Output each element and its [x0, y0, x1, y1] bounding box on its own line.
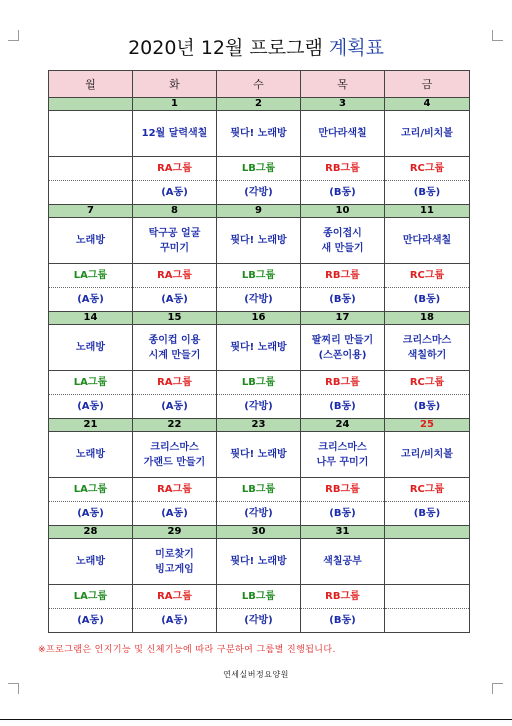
date-cell: 10	[301, 205, 385, 218]
group-cell: LA그룹	[49, 371, 133, 395]
date-cell: 14	[49, 312, 133, 325]
room-cell: (각방)	[217, 181, 301, 205]
schedule-body	[49, 71, 470, 633]
date-cell: 23	[217, 419, 301, 432]
activity-cell: 뭣다! 노래방	[217, 218, 301, 264]
room-cell: (각방)	[217, 609, 301, 633]
group-cell: RA그룹	[133, 478, 217, 502]
date-cell: 30	[217, 526, 301, 539]
room-cell: (B동)	[301, 502, 385, 526]
activity-cell: 노래방	[49, 432, 133, 478]
group-cell: RB그룹	[301, 371, 385, 395]
weekday-header-cell: 수	[217, 71, 301, 98]
room-cell: (A동)	[133, 395, 217, 419]
room-cell: (각방)	[217, 395, 301, 419]
group-cell: RC그룹	[385, 371, 470, 395]
date-cell: 24	[301, 419, 385, 432]
program-note: ※프로그램은 인지기능 및 신체기능에 따라 구분하여 그룹별 진행됩니다.	[38, 645, 336, 655]
activity-cell: 뭣다! 노래방	[217, 111, 301, 157]
crop-mark-bottom-right	[492, 683, 503, 694]
group-cell: RC그룹	[385, 264, 470, 288]
activity-cell: 고리/비치볼	[385, 111, 470, 157]
group-cell: RA그룹	[133, 157, 217, 181]
group-cell: RC그룹	[385, 478, 470, 502]
room-cell	[385, 609, 470, 633]
group-cell: RB그룹	[301, 585, 385, 609]
activity-cell: 크리스마스 가랜드 만들기	[133, 432, 217, 478]
week-3-room-row	[49, 395, 470, 419]
room-cell: (A동)	[49, 395, 133, 419]
group-cell: LB그룹	[217, 157, 301, 181]
program-schedule-table	[48, 70, 470, 633]
title-main: 2020년 12월 프로그램	[128, 37, 323, 59]
activity-cell: 크리스마스 색칠하기	[385, 325, 470, 371]
title-accent: 계획표	[328, 37, 384, 59]
room-cell: (B동)	[385, 502, 470, 526]
room-cell: (A동)	[49, 502, 133, 526]
date-cell: 18	[385, 312, 470, 325]
week-1-room-row	[49, 181, 470, 205]
activity-cell: 크리스마스 나무 꾸미기	[301, 432, 385, 478]
date-cell: 8	[133, 205, 217, 218]
date-cell: 9	[217, 205, 301, 218]
date-cell: 3	[301, 98, 385, 111]
group-cell: LA그룹	[49, 264, 133, 288]
room-cell: (각방)	[217, 288, 301, 312]
room-cell: (B동)	[385, 288, 470, 312]
room-cell: (A동)	[49, 288, 133, 312]
date-cell	[385, 526, 470, 539]
room-cell: (A동)	[49, 609, 133, 633]
room-cell: (각방)	[217, 502, 301, 526]
group-cell: LB그룹	[217, 585, 301, 609]
date-cell: 21	[49, 419, 133, 432]
room-cell: (B동)	[385, 395, 470, 419]
week-3-group-row	[49, 371, 470, 395]
date-cell: 4	[385, 98, 470, 111]
date-cell: 16	[217, 312, 301, 325]
group-cell: RA그룹	[133, 264, 217, 288]
date-cell: 25	[385, 419, 470, 432]
weekday-header-cell: 화	[133, 71, 217, 98]
group-cell: LB그룹	[217, 478, 301, 502]
room-cell: (B동)	[301, 288, 385, 312]
week-2-room-row	[49, 288, 470, 312]
institution-footer: 연세실버정요양원	[223, 670, 289, 679]
group-cell: RA그룹	[133, 585, 217, 609]
week-4-date-row	[49, 419, 470, 432]
room-cell: (A동)	[133, 181, 217, 205]
activity-cell: 뭣다! 노래방	[217, 325, 301, 371]
activity-cell: 고리/비치볼	[385, 432, 470, 478]
date-cell: 15	[133, 312, 217, 325]
activity-cell: 종이접시 새 만들기	[301, 218, 385, 264]
weekday-header-row	[49, 71, 470, 98]
activity-cell	[385, 539, 470, 585]
week-5-activity-row	[49, 539, 470, 585]
room-cell: (A동)	[133, 502, 217, 526]
room-cell: (A동)	[133, 288, 217, 312]
week-1-group-row	[49, 157, 470, 181]
group-cell: LA그룹	[49, 478, 133, 502]
date-cell: 22	[133, 419, 217, 432]
weekday-header-cell: 목	[301, 71, 385, 98]
group-cell: LB그룹	[217, 371, 301, 395]
group-cell: RC그룹	[385, 157, 470, 181]
group-cell	[385, 585, 470, 609]
date-cell	[49, 98, 133, 111]
week-4-room-row	[49, 502, 470, 526]
activity-cell: 노래방	[49, 218, 133, 264]
weekday-header-cell: 월	[49, 71, 133, 98]
date-cell: 17	[301, 312, 385, 325]
activity-cell: 탁구공 얼굴 꾸미기	[133, 218, 217, 264]
week-2-activity-row	[49, 218, 470, 264]
room-cell: (B동)	[385, 181, 470, 205]
date-cell: 31	[301, 526, 385, 539]
week-3-date-row	[49, 312, 470, 325]
week-5-room-row	[49, 609, 470, 633]
activity-cell	[49, 111, 133, 157]
group-cell: RB그룹	[301, 478, 385, 502]
weekday-header-cell: 금	[385, 71, 470, 98]
activity-cell: 미로찾기 빙고게임	[133, 539, 217, 585]
week-4-group-row	[49, 478, 470, 502]
page-bottom-rule	[0, 719, 512, 720]
page-title	[0, 33, 512, 60]
room-cell	[49, 181, 133, 205]
activity-cell: 팔찌리 만들기 (스폰이용)	[301, 325, 385, 371]
group-cell: RB그룹	[301, 264, 385, 288]
date-cell: 7	[49, 205, 133, 218]
group-cell: LA그룹	[49, 585, 133, 609]
week-2-date-row	[49, 205, 470, 218]
date-cell: 11	[385, 205, 470, 218]
activity-cell: 12월 달력색칠	[133, 111, 217, 157]
date-cell: 2	[217, 98, 301, 111]
group-cell: RA그룹	[133, 371, 217, 395]
week-5-date-row	[49, 526, 470, 539]
date-cell: 1	[133, 98, 217, 111]
week-3-activity-row	[49, 325, 470, 371]
activity-cell: 색칠공부	[301, 539, 385, 585]
group-cell	[49, 157, 133, 181]
activity-cell: 노래방	[49, 325, 133, 371]
week-1-date-row	[49, 98, 470, 111]
group-cell: RB그룹	[301, 157, 385, 181]
activity-cell: 뭣다! 노래방	[217, 432, 301, 478]
room-cell: (B동)	[301, 395, 385, 419]
activity-cell: 뭣다! 노래방	[217, 539, 301, 585]
room-cell: (A동)	[133, 609, 217, 633]
week-5-group-row	[49, 585, 470, 609]
activity-cell: 만다라색칠	[301, 111, 385, 157]
group-cell: LB그룹	[217, 264, 301, 288]
week-1-activity-row	[49, 111, 470, 157]
activity-cell: 만다라색칠	[385, 218, 470, 264]
week-4-activity-row	[49, 432, 470, 478]
crop-mark-bottom-left	[8, 683, 19, 694]
week-2-group-row	[49, 264, 470, 288]
room-cell: (B동)	[301, 609, 385, 633]
activity-cell: 노래방	[49, 539, 133, 585]
date-cell: 29	[133, 526, 217, 539]
date-cell: 28	[49, 526, 133, 539]
room-cell: (B동)	[301, 181, 385, 205]
activity-cell: 종이컵 이용 시계 만들기	[133, 325, 217, 371]
